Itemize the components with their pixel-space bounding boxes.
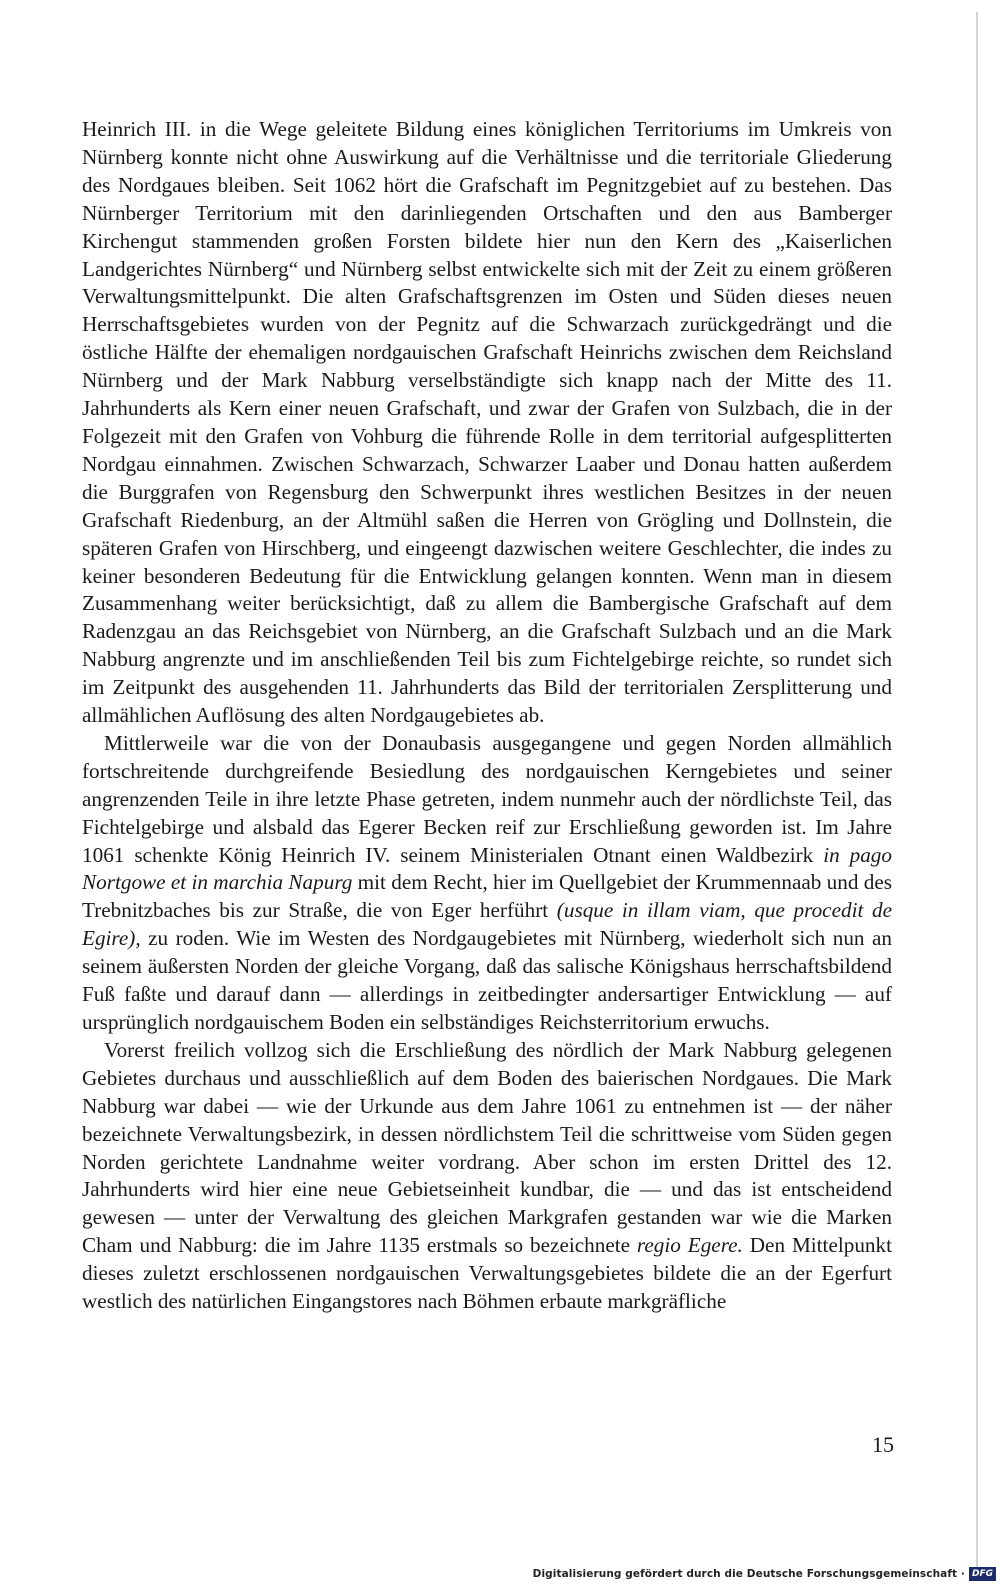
paragraph-3-segment-3: Den Mittelpunkt dieses zuletzt erschlossenen nordgauischen Verwaltungsgebietes bildete die an der Egerfurt westlich des natürlichen Eingangstores nach Böhmen erbaute markgräfliche xyxy=(82,1233,892,1314)
paragraph-2-segment-5: zu roden. Wie im Westen des Nordgaugebietes mit Nürnberg, wiederholt sich nun an seinem äußersten Norden der gleiche Vorgang, daß das salische Königshaus herrschaftsbildend Fuß faßte und darauf dann — allerdings in zeitbedingter andersartiger Entwicklung — auf ursprünglich nordgauischem Boden ein selbständiges Reichsterritorium erwuchs. xyxy=(82,926,892,1034)
paragraph-3-segment-1: Vorerst freilich vollzog sich die Erschließung des nördlich der Mark Nabburg gelegenen Gebietes durchaus und ausschließlich auf dem Boden des baierischen Nordgaues. Die Mark Nabburg war dabei — wie der Urkunde aus dem Jahre 1061 zu entnehmen ist — der näher bezeichnete Verwaltungsbezirk, in dessen nördlichstem Teil die schrittweise vom Süden gegen Norden gerichtete Landnahme weiter vordrang. Aber schon im ersten Drittel des 12. Jahrhunderts wird hier eine neue Gebietseinheit kundbar, die — und das ist entscheidend gewesen — unter der Verwaltung des gleichen Markgrafen gestanden war wie die Marken Cham und Nabburg: die im Jahre 1135 erstmals so bezeichnete xyxy=(82,1037,892,1258)
footer-credit-text: Digitalisierung gefördert durch die Deutsche Forschungsgemeinschaft · xyxy=(532,1568,965,1580)
body-text xyxy=(82,116,892,1316)
paragraph-2-segment-3: mit dem Recht, hier im Quellgebiet der Krummennaab und des Trebnitzbaches bis zur Straße, die von Eger herführt xyxy=(82,870,892,923)
dfg-logo-icon: DFG xyxy=(969,1567,996,1581)
page-edge xyxy=(976,12,978,1567)
paragraph-1-segment-1: Heinrich III. in die Wege geleitete Bildung eines königlichen Territoriums im Umkreis von Nürnberg konnte nicht ohne Auswirkung auf die Verhältnisse und die territoriale Gliederung des Nordgaues bleiben. Seit 1062 hört die Grafschaft im Pegnitzgebiet auf zu bestehen. Das Nürnberger Territorium mit den darinliegenden Ortschaften und den aus Bamberger Kirchengut stammenden großen Forsten bildete hier nun den Kern des „Kaiserlichen Landgerichtes Nürnberg“ und Nürnberg selbst entwickelte sich mit der Zeit zu einem größeren Verwaltungsmittelpunkt. Die alten Grafschaftsgrenzen im Osten und Süden dieses neuen Herrschaftsgebietes wurden von der Pegnitz auf die Schwarzach zurückgedrängt und die östliche Hälfte der ehemaligen nordgauischen Grafschaft Heinrichs zwischen dem Reichsland Nürnberg und der Mark Nabburg verselbständigte sich knapp nach der Mitte des 11. Jahrhunderts als Kern einer neuen Grafschaft, und zwar der Grafen von Sulzbach, die in der Folgezeit mit den Grafen von Vohburg die führende Rolle in dem territorial aufgesplitterten Nordgau einnahmen. Zwischen Schwarzach, Schwarzer Laaber und Donau hatten außerdem die Burggrafen von Regensburg den Schwerpunkt ihres westlichen Besitzes in der neuen Grafschaft Riedenburg, an der Altmühl saßen die Herren von Grögling und Dollnstein, die späteren Grafen von Hirschberg, und eingeengt dazwischen weitere Geschlechter, die indes zu keiner besonderen Bedeutung für die Entwicklung gelangen konnten. Wenn man in diesem Zusammenhang weiter berücksichtigt, daß zu allem die Bambergische Grafschaft auf dem Radenzgau an das Reichsgebiet von Nürnberg, an die Grafschaft Sulzbach und an die Mark Nabburg angrenzte und im anschließenden Teil bis zum Fichtelgebirge reichte, so rundet sich im Zeitpunkt des ausgehenden 11. Jahrhunderts das Bild der territorialen Zersplitterung und allmählichen Auflösung des alten Nordgaugebietes ab. xyxy=(82,117,892,728)
paragraph-2-segment-1: Mittlerweile war die von der Donaubasis ausgegangene und gegen Norden allmählich fortschreitende durchgreifende Besiedlung des nordgauischen Kerngebietes und seiner angrenzenden Teile in ihre letzte Phase getreten, indem nunmehr auch der nördlichste Teil, das Fichtelgebirge und alsbald das Egerer Becken reif zur Erschließung geworden ist. Im Jahre 1061 schenkte König Heinrich IV. seinem Ministerialen Otnant einen Waldbezirk xyxy=(82,730,892,867)
paragraph-3 xyxy=(82,1037,892,1316)
paragraph-2-latin-quote-1: in pago Nortgowe et in marchia Napurg xyxy=(82,842,892,895)
paragraph-2-latin-quote-2: (usque in illam viam, que procedit de Egire), xyxy=(82,898,892,951)
paragraph-3-latin-term: regio Egere. xyxy=(636,1233,743,1258)
page-number: 15 xyxy=(872,1432,894,1457)
paragraph-2 xyxy=(82,730,892,1037)
digitization-footer xyxy=(533,1566,996,1582)
paragraph-1 xyxy=(82,116,892,730)
